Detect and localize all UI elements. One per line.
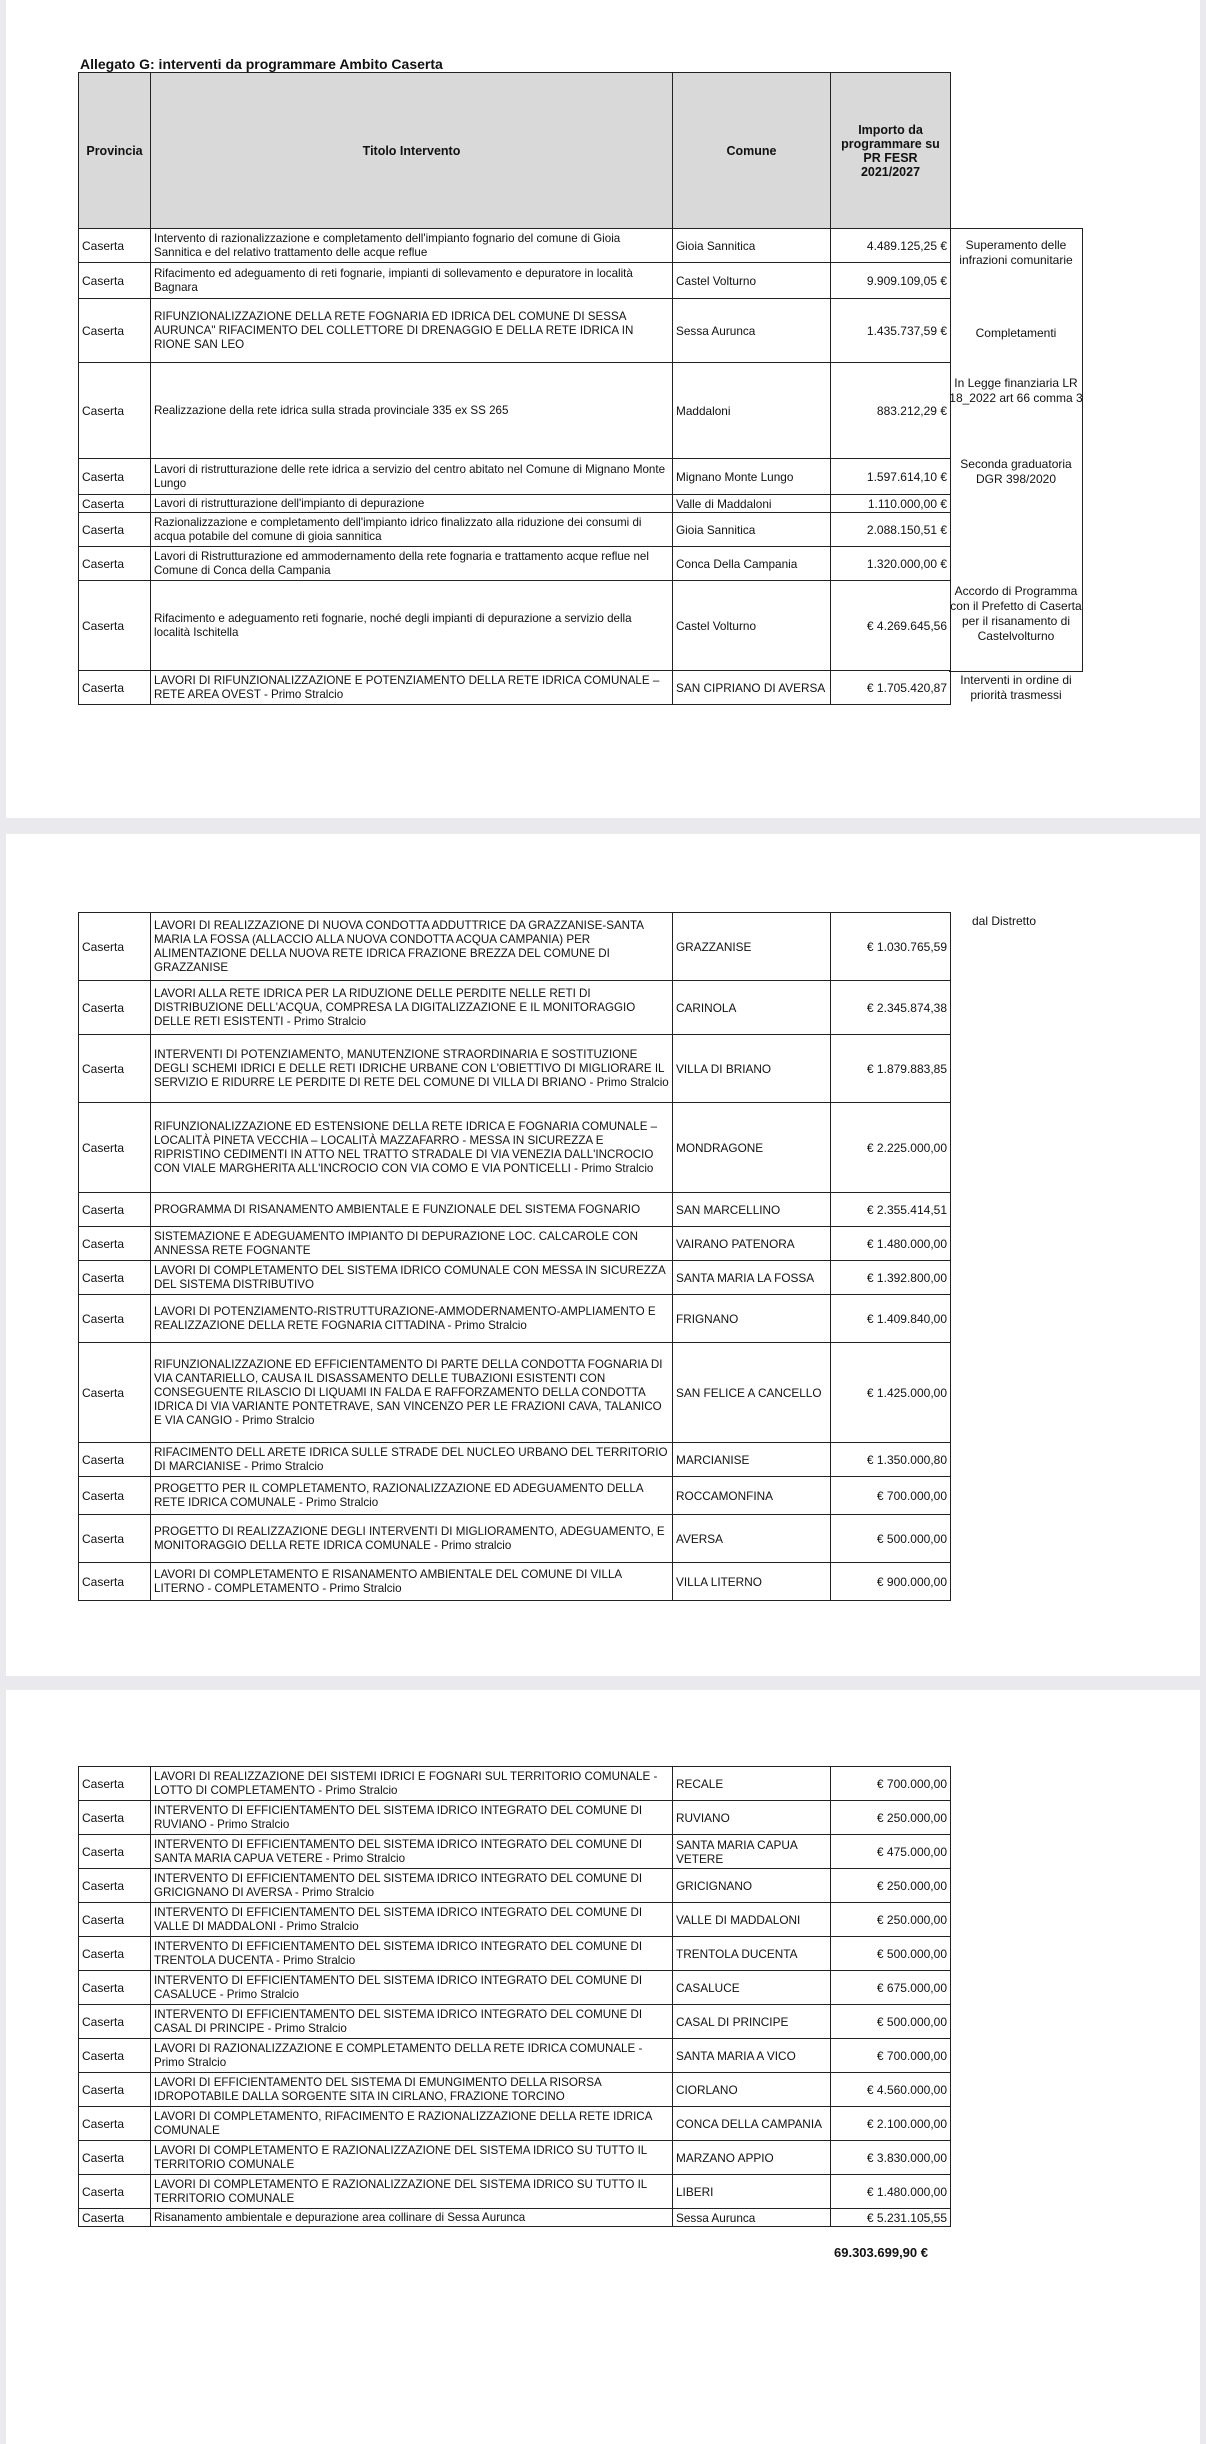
cell-provincia: Caserta — [79, 2073, 151, 2107]
cell-provincia: Caserta — [79, 981, 151, 1035]
cell-comune: SANTA MARIA CAPUA VETERE — [673, 1835, 831, 1869]
cell-comune: SANTA MARIA A VICO — [673, 2039, 831, 2073]
cell-titolo: LAVORI DI RIFUNZIONALIZZAZIONE E POTENZIAMENTO DELLA RETE IDRICA COMUNALE – RETE AREA OVEST - Primo Stralcio — [151, 671, 673, 705]
cell-importo: € 500.000,00 — [831, 1515, 951, 1563]
table-row — [79, 2175, 951, 2209]
cell-titolo: INTERVENTO DI EFFICIENTAMENTO DEL SISTEMA IDRICO INTEGRATO DEL COMUNE DI CASALUCE - Primo Stralcio — [151, 1971, 673, 2005]
cell-provincia: Caserta — [79, 1515, 151, 1563]
cell-importo: € 4.560.000,00 — [831, 2073, 951, 2107]
grand-total: 69.303.699,90 € — [834, 2245, 928, 2260]
cell-provincia: Caserta — [79, 1869, 151, 1903]
cell-titolo: LAVORI DI EFFICIENTAMENTO DEL SISTEMA DI EMUNGIMENTO DELLA RISORSA IDROPOTABILE DALLA SORGENTE SITA IN CIRLANO, FRAZIONE TORCINO — [151, 2073, 673, 2107]
cell-comune: GRAZZANISE — [673, 913, 831, 981]
cell-comune: Gioia Sannitica — [673, 229, 831, 263]
document-page-3 — [6, 1690, 1200, 2444]
notes-column-continued — [972, 914, 1106, 929]
cell-importo: € 1.425.000,00 — [831, 1343, 951, 1443]
cell-provincia: Caserta — [79, 2005, 151, 2039]
cell-importo: 1.435.737,59 € — [831, 299, 951, 363]
cell-importo: € 675.000,00 — [831, 1971, 951, 2005]
cell-titolo: Realizzazione della rete idrica sulla strada provinciale 335 ex SS 265 — [151, 363, 673, 459]
cell-importo: € 2.225.000,00 — [831, 1103, 951, 1193]
table-row — [79, 1261, 951, 1295]
cell-importo: € 250.000,00 — [831, 1869, 951, 1903]
cell-provincia: Caserta — [79, 495, 151, 513]
cell-importo: € 5.231.105,55 — [831, 2209, 951, 2227]
cell-comune: TRENTOLA DUCENTA — [673, 1937, 831, 1971]
cell-titolo: LAVORI DI COMPLETAMENTO E RISANAMENTO AMBIENTALE DEL COMUNE DI VILLA LITERNO - COMPLETAMENTO - Primo Stralcio — [151, 1563, 673, 1601]
cell-importo: € 700.000,00 — [831, 2039, 951, 2073]
cell-provincia: Caserta — [79, 1227, 151, 1261]
cell-provincia: Caserta — [79, 1477, 151, 1515]
cell-provincia: Caserta — [79, 1767, 151, 1801]
cell-comune: AVERSA — [673, 1515, 831, 1563]
cell-comune: CASALUCE — [673, 1971, 831, 2005]
table-row — [79, 1103, 951, 1193]
cell-provincia: Caserta — [79, 2039, 151, 2073]
cell-titolo: LAVORI DI POTENZIAMENTO-RISTRUTTURAZIONE-AMMODERNAMENTO-AMPLIAMENTO E REALIZZAZIONE DELLA RETE FOGNARIA CITTADINA - Primo Stralcio — [151, 1295, 673, 1343]
cell-importo: € 700.000,00 — [831, 1767, 951, 1801]
cell-provincia: Caserta — [79, 1971, 151, 2005]
cell-importo: € 700.000,00 — [831, 1477, 951, 1515]
cell-provincia: Caserta — [79, 1937, 151, 1971]
table-row — [79, 1227, 951, 1261]
table-row — [79, 1971, 951, 2005]
cell-importo: € 900.000,00 — [831, 1563, 951, 1601]
cell-comune: RECALE — [673, 1767, 831, 1801]
cell-comune: Castel Volturno — [673, 581, 831, 671]
cell-provincia: Caserta — [79, 1193, 151, 1227]
cell-comune: ROCCAMONFINA — [673, 1477, 831, 1515]
table-row — [79, 1515, 951, 1563]
table-row — [79, 1477, 951, 1515]
cell-comune: Valle di Maddaloni — [673, 495, 831, 513]
cell-provincia: Caserta — [79, 671, 151, 705]
cell-comune: Mignano Monte Lungo — [673, 459, 831, 495]
cell-comune: Sessa Aurunca — [673, 299, 831, 363]
cell-titolo: SISTEMAZIONE E ADEGUAMENTO IMPIANTO DI DEPURAZIONE LOC. CALCAROLE CON ANNESSA RETE FOGNANTE — [151, 1227, 673, 1261]
cell-importo: 1.110.000,00 € — [831, 495, 951, 513]
note-accordo-programma: Accordo di Programma con il Prefetto di Caserta per il risanamento di Castelvolturno — [950, 584, 1082, 643]
table-row — [79, 2039, 951, 2073]
header-importo: Importo da programmare su PR FESR 2021/2027 — [831, 73, 951, 229]
cell-titolo: Rifacimento e adeguamento reti fognarie, noché degli impianti di depurazione a servizio della località Ischitella — [151, 581, 673, 671]
table-row — [79, 1869, 951, 1903]
cell-provincia: Caserta — [79, 2141, 151, 2175]
cell-comune: CONCA DELLA CAMPANIA — [673, 2107, 831, 2141]
cell-importo: 4.489.125,25 € — [831, 229, 951, 263]
cell-provincia: Caserta — [79, 459, 151, 495]
table-row — [79, 1563, 951, 1601]
cell-titolo: LAVORI ALLA RETE IDRICA PER LA RIDUZIONE DELLE PERDITE NELLE RETI DI DISTRIBUZIONE DELL'ACQUA, COMPRESA LA DIGITALIZZAZIONE E IL MONITORAGGIO DELLE RETI ESISTENTI - Primo Stralcio — [151, 981, 673, 1035]
table-row — [79, 1801, 951, 1835]
cell-importo: € 1.480.000,00 — [831, 2175, 951, 2209]
cell-titolo: LAVORI DI COMPLETAMENTO E RAZIONALIZZAZIONE DEL SISTEMA IDRICO SU TUTTO IL TERRITORIO COMUNALE — [151, 2175, 673, 2209]
cell-comune: RUVIANO — [673, 1801, 831, 1835]
cell-provincia: Caserta — [79, 547, 151, 581]
table-row — [79, 2073, 951, 2107]
cell-importo: € 500.000,00 — [831, 2005, 951, 2039]
header-comune: Comune — [673, 73, 831, 229]
cell-importo: € 1.030.765,59 — [831, 913, 951, 981]
header-titolo: Titolo Intervento — [151, 73, 673, 229]
cell-comune: FRIGNANO — [673, 1295, 831, 1343]
cell-provincia: Caserta — [79, 229, 151, 263]
cell-titolo: INTERVENTI DI POTENZIAMENTO, MANUTENZIONE STRAORDINARIA E SOSTITUZIONE DEGLI SCHEMI IDRICI E DELLE RETI IDRICHE URBANE CON L'OBIETTIVO DI MIGLIORARE IL SERVIZIO E RIDURRE LE PERDITE DI RETE DEL COMUNE DI VILLA DI BRIANO - Primo Stralcio — [151, 1035, 673, 1103]
cell-comune: Conca Della Campania — [673, 547, 831, 581]
cell-provincia: Caserta — [79, 2209, 151, 2227]
table-row — [79, 229, 951, 263]
table-row — [79, 1903, 951, 1937]
document-page-2 — [6, 834, 1200, 1676]
cell-titolo: PROGRAMMA DI RISANAMENTO AMBIENTALE E FUNZIONALE DEL SISTEMA FOGNARIO — [151, 1193, 673, 1227]
document-page-1 — [6, 0, 1200, 818]
table-row — [79, 363, 951, 459]
cell-titolo: Risanamento ambientale e depurazione area collinare di Sessa Aurunca — [151, 2209, 673, 2227]
cell-importo: 2.088.150,51 € — [831, 513, 951, 547]
cell-importo: € 2.345.874,38 — [831, 981, 951, 1035]
cell-provincia: Caserta — [79, 581, 151, 671]
table-row — [79, 1035, 951, 1103]
cell-importo: € 250.000,00 — [831, 1801, 951, 1835]
cell-importo: € 1.350.000,80 — [831, 1443, 951, 1477]
cell-titolo: INTERVENTO DI EFFICIENTAMENTO DEL SISTEMA IDRICO INTEGRATO DEL COMUNE DI VALLE DI MADDALONI - Primo Stralcio — [151, 1903, 673, 1937]
interventions-table-page-3 — [78, 1766, 951, 2227]
note-interventi-ordine: Interventi in ordine di priorità trasmessi — [960, 673, 1072, 702]
table-row — [79, 1937, 951, 1971]
cell-titolo: INTERVENTO DI EFFICIENTAMENTO DEL SISTEMA IDRICO INTEGRATO DEL COMUNE DI RUVIANO - Primo Stralcio — [151, 1801, 673, 1835]
cell-titolo: LAVORI DI COMPLETAMENTO DEL SISTEMA IDRICO COMUNALE CON MESSA IN SICUREZZA DEL SISTEMA DISTRIBUTIVO — [151, 1261, 673, 1295]
cell-importo: € 2.355.414,51 — [831, 1193, 951, 1227]
cell-titolo: Rifacimento ed adeguamento di reti fognarie, impianti di sollevamento e depuratore in località Bagnara — [151, 263, 673, 299]
cell-titolo: RIFUNZIONALIZZAZIONE ED ESTENSIONE DELLA RETE IDRICA E FOGNARIA COMUNALE – LOCALITÀ PINETA VECCHIA – LOCALITÀ MAZZAFARRO - MESSA IN SICUREZZA E RIPRISTINO CEDIMENTI IN ATTO NEL TRATTO STRADALE DI VIA VENEZIA DALL'INCROCIO CON VIALE MARGHERITA ALL'INCROCIO CON VIA COMO E VIA PONTICELLI - Primo Stralcio — [151, 1103, 673, 1193]
cell-comune: MONDRAGONE — [673, 1103, 831, 1193]
header-provincia: Provincia — [79, 73, 151, 229]
cell-provincia: Caserta — [79, 299, 151, 363]
cell-titolo: Lavori di ristrutturazione delle rete idrica a servizio del centro abitato nel Comune di Mignano Monte Lungo — [151, 459, 673, 495]
note-dal-distretto: dal Distretto — [972, 914, 1037, 928]
cell-importo: € 2.100.000,00 — [831, 2107, 951, 2141]
interventions-table-page-1 — [78, 72, 951, 705]
table-row — [79, 1193, 951, 1227]
cell-provincia: Caserta — [79, 913, 151, 981]
cell-titolo: LAVORI DI REALIZZAZIONE DI NUOVA CONDOTTA ADDUTTRICE DA GRAZZANISE-SANTA MARIA LA FOSSA (ALLACCIO ALLA NUOVA CONDOTTA ACQUA CAMPANIA) PER ALIMENTAZIONE DELLA NUOVA RETE IDRICA FRAZIONE BREZZA DEL COMUNE DI GRAZZANISE — [151, 913, 673, 981]
cell-importo: € 1.879.883,85 — [831, 1035, 951, 1103]
cell-titolo: RIFUNZIONALIZZAZIONE ED EFFICIENTAMENTO DI PARTE DELLA CONDOTTA FOGNARIA DI VIA CANTARIELLO, CAUSA IL DISASSAMENTO DELLE TUBAZIONI ESISTENTI CON CONSEGUENTE RILASCIO DI LIQUAMI IN FALDA E RAFFORZAMENTO DELLA CONDOTTA IDRICA DI VIA VARIANTE PONTETRAVE, SAN VINCENZO PER LE FRAZIONI CAVA, TALANICO E VIA CANGIO - Primo Stralcio — [151, 1343, 673, 1443]
cell-provincia: Caserta — [79, 1103, 151, 1193]
table-row — [79, 459, 951, 495]
table-header-row — [79, 73, 951, 229]
table-row — [79, 671, 951, 705]
cell-comune: SANTA MARIA LA FOSSA — [673, 1261, 831, 1295]
cell-titolo: LAVORI DI RAZIONALIZZAZIONE E COMPLETAMENTO DELLA RETE IDRICA COMUNALE - Primo Stralcio — [151, 2039, 673, 2073]
document-title: Allegato G: interventi da programmare Ambito Caserta — [80, 56, 443, 72]
interventions-table-page-2 — [78, 912, 951, 1601]
cell-comune: CARINOLA — [673, 981, 831, 1035]
cell-comune: SAN CIPRIANO DI AVERSA — [673, 671, 831, 705]
cell-importo: € 500.000,00 — [831, 1937, 951, 1971]
note-seconda-graduatoria: Seconda graduatoria DGR 398/2020 — [960, 457, 1072, 486]
table-row — [79, 263, 951, 299]
cell-titolo: INTERVENTO DI EFFICIENTAMENTO DEL SISTEMA IDRICO INTEGRATO DEL COMUNE DI GRICIGNANO DI AVERSA - Primo Stralcio — [151, 1869, 673, 1903]
table-row — [79, 547, 951, 581]
cell-comune: Sessa Aurunca — [673, 2209, 831, 2227]
table-row — [79, 1443, 951, 1477]
cell-provincia: Caserta — [79, 1443, 151, 1477]
cell-comune: Gioia Sannitica — [673, 513, 831, 547]
cell-importo: 9.909.109,05 € — [831, 263, 951, 299]
table-row — [79, 1835, 951, 1869]
cell-provincia: Caserta — [79, 2107, 151, 2141]
cell-importo: € 1.480.000,00 — [831, 1227, 951, 1261]
table-row — [79, 299, 951, 363]
cell-titolo: RIFACIMENTO DELL ARETE IDRICA SULLE STRADE DEL NUCLEO URBANO DEL TERRITORIO DI MARCIANISE - Primo Stralcio — [151, 1443, 673, 1477]
table-row — [79, 1343, 951, 1443]
cell-comune: Castel Volturno — [673, 263, 831, 299]
cell-provincia: Caserta — [79, 263, 151, 299]
table-row — [79, 2005, 951, 2039]
cell-comune: VILLA DI BRIANO — [673, 1035, 831, 1103]
cell-importo: € 475.000,00 — [831, 1835, 951, 1869]
cell-provincia: Caserta — [79, 1563, 151, 1601]
cell-comune: VAIRANO PATENORA — [673, 1227, 831, 1261]
cell-comune: MARZANO APPIO — [673, 2141, 831, 2175]
cell-titolo: Intervento di razionalizzazione e completamento dell'impianto fognario del comune di Gioia Sannitica e del relativo trattamento delle acque reflue — [151, 229, 673, 263]
table-row — [79, 2107, 951, 2141]
cell-titolo: PROGETTO PER IL COMPLETAMENTO, RAZIONALIZZAZIONE ED ADEGUAMENTO DELLA RETE IDRICA COMUNALE - Primo Stralcio — [151, 1477, 673, 1515]
cell-titolo: INTERVENTO DI EFFICIENTAMENTO DEL SISTEMA IDRICO INTEGRATO DEL COMUNE DI SANTA MARIA CAPUA VETERE - Primo Stralcio — [151, 1835, 673, 1869]
cell-provincia: Caserta — [79, 513, 151, 547]
cell-titolo: Razionalizzazione e completamento dell'impianto idrico finalizzato alla riduzione dei consumi di acqua potabile del comune di gioia sannitica — [151, 513, 673, 547]
cell-comune: SAN FELICE A CANCELLO — [673, 1343, 831, 1443]
cell-titolo: LAVORI DI COMPLETAMENTO, RIFACIMENTO E RAZIONALIZZAZIONE DELLA RETE IDRICA COMUNALE — [151, 2107, 673, 2141]
cell-comune: Maddaloni — [673, 363, 831, 459]
cell-comune: VILLA LITERNO — [673, 1563, 831, 1601]
table-row — [79, 513, 951, 547]
cell-provincia: Caserta — [79, 1835, 151, 1869]
note-legge-finanziaria: In Legge finanziaria LR 18_2022 art 66 comma 3 — [949, 376, 1083, 405]
cell-importo: 883.212,29 € — [831, 363, 951, 459]
cell-titolo: INTERVENTO DI EFFICIENTAMENTO DEL SISTEMA IDRICO INTEGRATO DEL COMUNE DI CASAL DI PRINCIPE - Primo Stralcio — [151, 2005, 673, 2039]
cell-importo: 1.597.614,10 € — [831, 459, 951, 495]
cell-comune: CIORLANO — [673, 2073, 831, 2107]
cell-provincia: Caserta — [79, 1343, 151, 1443]
cell-importo: € 1.705.420,87 — [831, 671, 951, 705]
cell-provincia: Caserta — [79, 1295, 151, 1343]
cell-titolo: LAVORI DI COMPLETAMENTO E RAZIONALIZZAZIONE DEL SISTEMA IDRICO SU TUTTO IL TERRITORIO COMUNALE — [151, 2141, 673, 2175]
note-infrazioni: Superamento delle infrazioni comunitarie — [959, 238, 1073, 267]
table-row — [79, 913, 951, 981]
cell-titolo: LAVORI DI REALIZZAZIONE DEI SISTEMI IDRICI E FOGNARI SUL TERRITORIO COMUNALE - LOTTO DI COMPLETAMENTO - Primo Stralcio — [151, 1767, 673, 1801]
cell-titolo: PROGETTO DI REALIZZAZIONE DEGLI INTERVENTI DI MIGLIORAMENTO, ADEGUAMENTO, E MONITORAGGIO DELLA RETE IDRICA COMUNALE - Primo stralcio — [151, 1515, 673, 1563]
table-row — [79, 981, 951, 1035]
cell-provincia: Caserta — [79, 363, 151, 459]
note-completamenti: Completamenti — [975, 326, 1057, 340]
table-row — [79, 581, 951, 671]
cell-titolo: Lavori di ristrutturazione dell'impianto di depurazione — [151, 495, 673, 513]
cell-provincia: Caserta — [79, 1801, 151, 1835]
table-row — [79, 2209, 951, 2227]
cell-provincia: Caserta — [79, 1035, 151, 1103]
cell-importo: € 1.392.800,00 — [831, 1261, 951, 1295]
cell-comune: LIBERI — [673, 2175, 831, 2209]
cell-provincia: Caserta — [79, 2175, 151, 2209]
cell-provincia: Caserta — [79, 1903, 151, 1937]
cell-importo: € 3.830.000,00 — [831, 2141, 951, 2175]
cell-importo: € 4.269.645,56 — [831, 581, 951, 671]
table-row — [79, 1295, 951, 1343]
cell-importo: € 250.000,00 — [831, 1903, 951, 1937]
cell-provincia: Caserta — [79, 1261, 151, 1295]
cell-titolo: Lavori di Ristrutturazione ed ammodernamento della rete fognaria e trattamento acque reflue nel Comune di Conca della Campania — [151, 547, 673, 581]
cell-comune: MARCIANISE — [673, 1443, 831, 1477]
cell-importo: 1.320.000,00 € — [831, 547, 951, 581]
cell-comune: CASAL DI PRINCIPE — [673, 2005, 831, 2039]
cell-comune: SAN MARCELLINO — [673, 1193, 831, 1227]
cell-comune: GRICIGNANO — [673, 1869, 831, 1903]
cell-comune: VALLE DI MADDALONI — [673, 1903, 831, 1937]
table-row — [79, 2141, 951, 2175]
cell-importo: € 1.409.840,00 — [831, 1295, 951, 1343]
table-row — [79, 495, 951, 513]
cell-titolo: RIFUNZIONALIZZAZIONE DELLA RETE FOGNARIA ED IDRICA DEL COMUNE DI SESSA AURUNCA" RIFACIMENTO DEL COLLETTORE DI DRENAGGIO E DELLA RETE IDRICA IN RIONE SAN LEO — [151, 299, 673, 363]
table-row — [79, 1767, 951, 1801]
cell-titolo: INTERVENTO DI EFFICIENTAMENTO DEL SISTEMA IDRICO INTEGRATO DEL COMUNE DI TRENTOLA DUCENTA - Primo Stralcio — [151, 1937, 673, 1971]
